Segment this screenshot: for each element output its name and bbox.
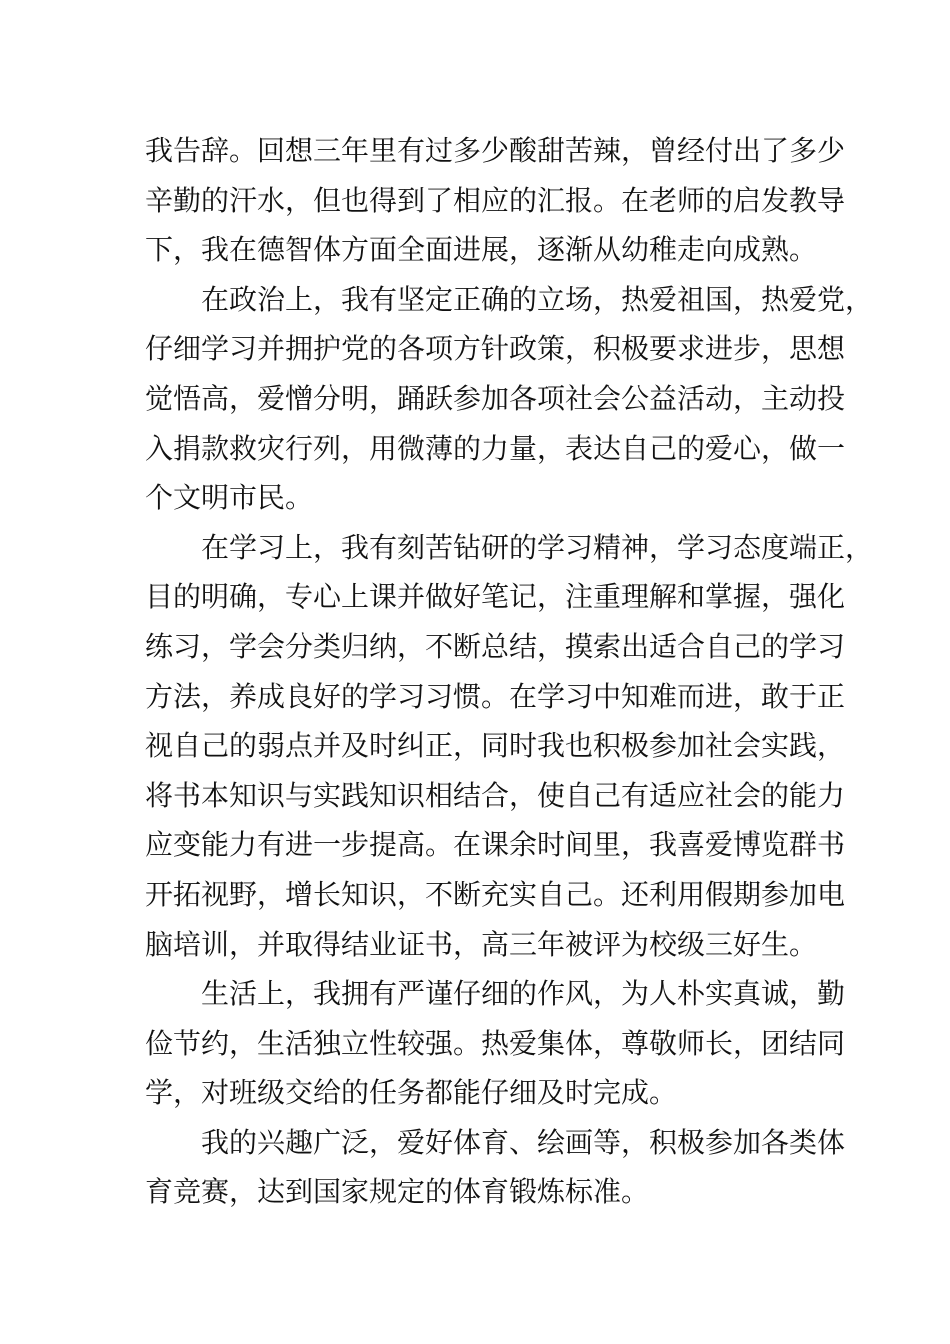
paragraph-first-line: 生活上，我拥有严谨仔细的作风，为人朴实真诚，勤 [201,977,846,1011]
paragraph-first-line: 在政治上，我有坚定正确的立场，热爱祖国，热爱党， [201,282,874,316]
document-body [145,126,874,1217]
text-line: 将书本知识与实践知识相结合，使自己有适应社会的能力 [145,778,846,812]
text-line: 脑培训，并取得结业证书，高三年被评为校级三好生。 [145,927,818,961]
text-line: 俭节约，生活独立性较强。热爱集体，尊敬师长，团结同 [145,1026,846,1060]
text-line: 方法，养成良好的学习习惯。在学习中知难而进，敢于正 [145,679,846,713]
text-line: 觉悟高，爱憎分明，踊跃参加各项社会公益活动，主动投 [145,381,846,415]
text-line: 练习，学会分类归纳，不断总结，摸索出适合自己的学习 [145,629,846,663]
text-line: 我告辞。回想三年里有过多少酸甜苦辣，曾经付出了多少 [145,134,846,167]
text-line: 目的明确，专心上课并做好笔记，注重理解和掌握，强化 [145,580,846,614]
paragraph-first-line: 我的兴趣广泛，爱好体育、绘画等，积极参加各类体 [201,1125,846,1159]
text-line: 下，我在德智体方面全面进展，逐渐从幼稚走向成熟。 [145,233,818,267]
text-line: 学，对班级交给的任务都能仔细及时完成。 [145,1076,678,1110]
paragraph-first-line: 在学习上，我有刻苦钻研的学习精神，学习态度端正， [201,530,874,564]
text-line: 入捐款救灾行列，用微薄的力量，表达自己的爱心，做一 [145,431,846,465]
text-line: 仔细学习并拥护党的各项方针政策，积极要求进步，思想 [145,332,846,366]
text-line: 应变能力有进一步提高。在课余时间里，我喜爱博览群书 [145,828,846,862]
text-line: 个文明市民。 [145,481,314,515]
text-line: 开拓视野，增长知识，不断充实自己。还利用假期参加电 [145,877,846,911]
text-line: 视自己的弱点并及时纠正，同时我也积极参加社会实践， [145,729,846,763]
text-line: 辛勤的汗水，但也得到了相应的汇报。在老师的启发教导 [145,183,846,217]
text-line: 育竞赛，达到国家规定的体育锻炼标准。 [145,1175,650,1209]
